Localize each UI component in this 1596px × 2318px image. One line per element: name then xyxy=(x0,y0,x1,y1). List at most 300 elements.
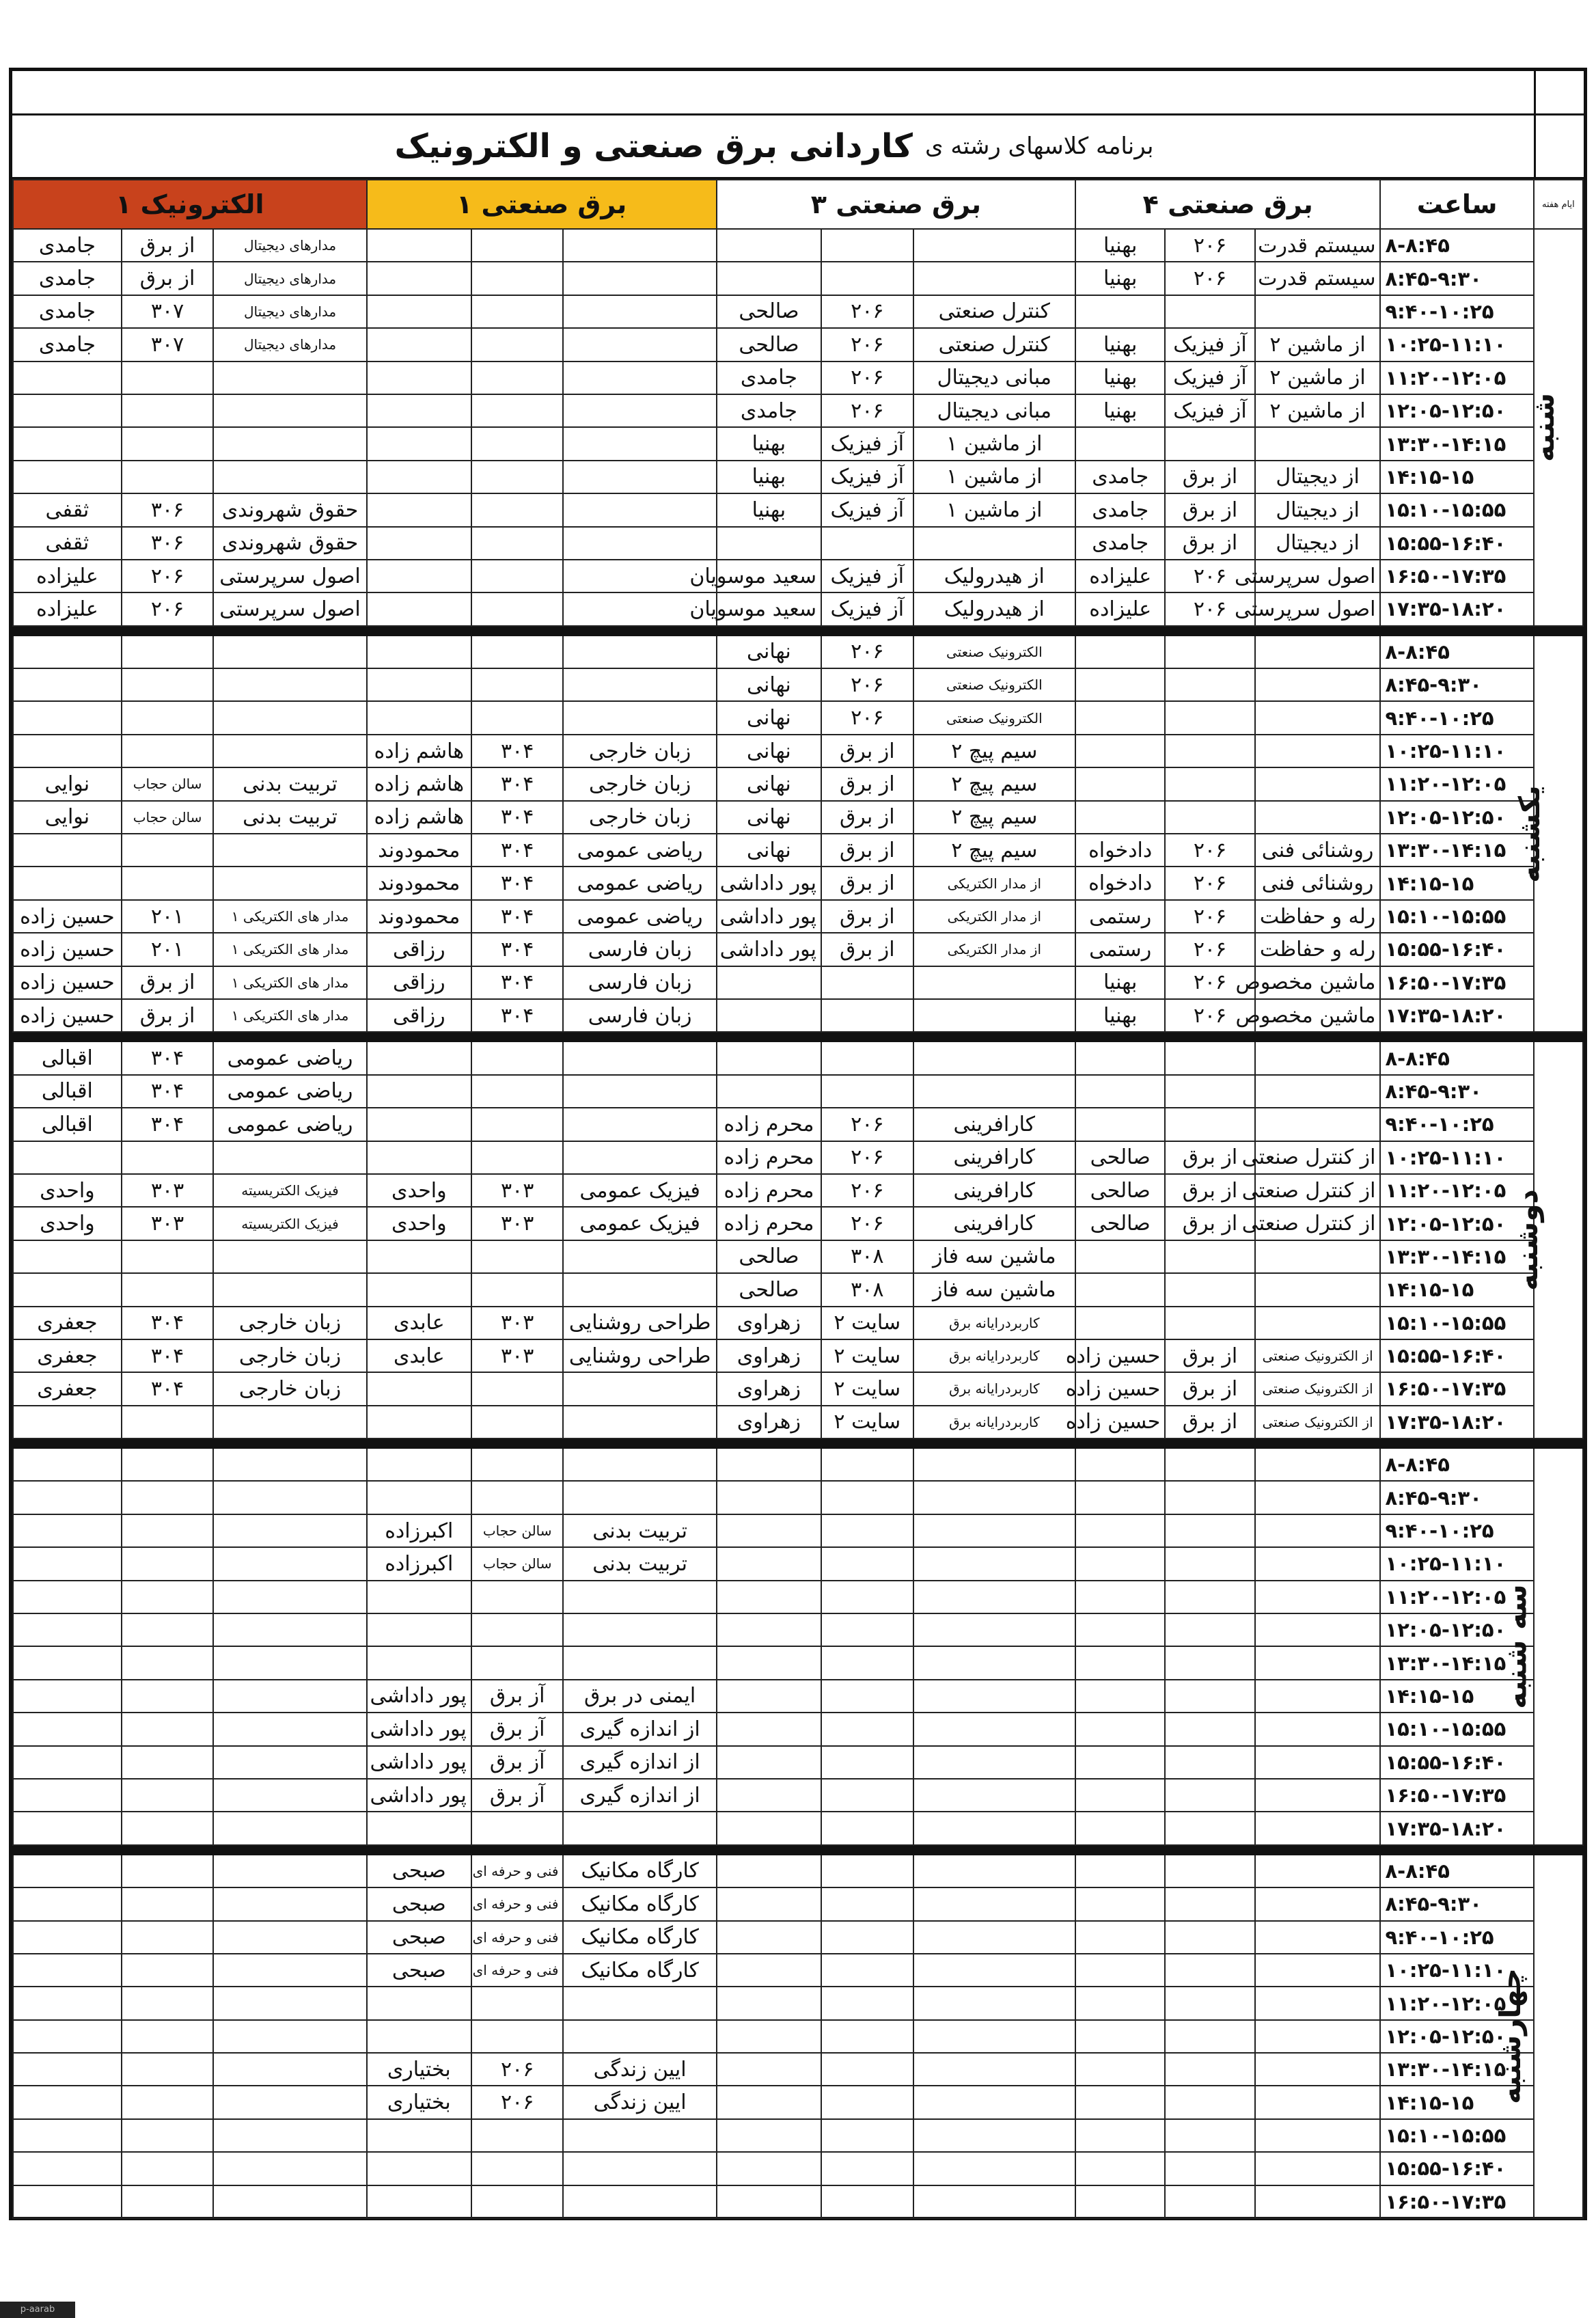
cell-i3-room: از برق xyxy=(821,867,913,899)
cell-i4-teacher xyxy=(1075,427,1165,460)
cell-i1-teacher: هاشم زاده xyxy=(367,801,471,834)
cell-i3-course xyxy=(913,1812,1075,1844)
cell-i3-room xyxy=(821,1855,913,1887)
cell-e1-room xyxy=(122,2185,214,2218)
cell-i3-teacher: زهراوی xyxy=(717,1406,821,1438)
cell-i4-room: ۲۰۶ xyxy=(1165,560,1254,592)
day-label xyxy=(1513,636,1583,1033)
table-row xyxy=(13,2020,1583,2053)
cell-i4-course xyxy=(1255,1680,1381,1713)
cell-e1-teacher xyxy=(13,636,122,668)
cell-e1-course xyxy=(213,1987,366,2019)
cell-i4-teacher xyxy=(1075,1307,1165,1339)
cell-e1-teacher: واحدی xyxy=(13,1207,122,1240)
cell-i4-course: از کنترل صنعتی xyxy=(1255,1141,1381,1174)
cell-i1-teacher: پور داداشی xyxy=(367,1779,471,1812)
cell-e1-course: فیزیک الکتریسیته xyxy=(213,1174,366,1207)
cell-i1-room xyxy=(471,362,564,394)
cell-i4-room xyxy=(1165,1075,1254,1108)
cell-e1-teacher: حسین زاده xyxy=(13,900,122,933)
cell-e1-course xyxy=(213,1887,366,1920)
cell-i4-room xyxy=(1165,1581,1254,1613)
cell-i1-teacher xyxy=(367,427,471,460)
cell-e1-teacher: جامدی xyxy=(13,295,122,328)
cell-i1-room: ۳۰۳ xyxy=(471,1339,564,1372)
cell-e1-teacher: واحدی xyxy=(13,1174,122,1207)
table-row xyxy=(13,427,1583,460)
cell-i1-course xyxy=(563,1141,716,1174)
cell-i4-course: اصول سرپرستی xyxy=(1255,560,1381,592)
cell-i3-teacher: محرم زاده xyxy=(717,1207,821,1240)
cell-e1-room xyxy=(122,1581,214,1613)
cell-i1-room xyxy=(471,1448,564,1481)
cell-i3-teacher: سعید موسویان xyxy=(717,592,821,625)
cell-i3-room: سایت ۲ xyxy=(821,1372,913,1405)
cell-i4-room xyxy=(1165,1481,1254,1514)
cell-e1-teacher: نوایی xyxy=(13,767,122,800)
cell-i4-course xyxy=(1255,1887,1381,1920)
cell-i3-room: آز فیزیک xyxy=(821,427,913,460)
table-row xyxy=(13,1108,1583,1141)
cell-i4-course: روشنائی فنی xyxy=(1255,834,1381,867)
cell-i4-teacher xyxy=(1075,801,1165,834)
cell-i4-room xyxy=(1165,801,1254,834)
cell-e1-room: ۲۰۱ xyxy=(122,900,214,933)
time-cell: ۱۶:۵۰-۱۷:۳۵ xyxy=(1380,560,1533,592)
cell-i3-teacher xyxy=(717,1547,821,1580)
cell-e1-course xyxy=(213,461,366,493)
cell-e1-room xyxy=(122,701,214,734)
cell-i1-course xyxy=(563,1075,716,1108)
cell-i1-teacher: بختیاری xyxy=(367,2086,471,2118)
cell-i4-room xyxy=(1165,1746,1254,1779)
day-separator xyxy=(13,626,1583,636)
cell-e1-teacher xyxy=(13,2152,122,2185)
cell-i1-teacher: پور داداشی xyxy=(367,1713,471,1745)
cell-i3-course: از مدار الکتریکی xyxy=(913,867,1075,899)
cell-i4-course: روشنائی فنی xyxy=(1255,867,1381,899)
time-cell: ۸-۸:۴۵ xyxy=(1380,1855,1533,1887)
day-label-text: چهارشنبه xyxy=(1493,1968,1527,2105)
time-cell: ۱۳:۳۰-۱۴:۱۵ xyxy=(1380,2053,1533,2086)
cell-e1-teacher xyxy=(13,1448,122,1481)
cell-i4-room xyxy=(1165,701,1254,734)
cell-i1-room: ۳۰۳ xyxy=(471,1174,564,1207)
cell-e1-teacher xyxy=(13,2086,122,2118)
cell-e1-teacher xyxy=(13,701,122,734)
header-row xyxy=(13,180,1583,229)
cell-i4-teacher xyxy=(1075,1547,1165,1580)
cell-i4-teacher xyxy=(1075,1514,1165,1547)
cell-e1-teacher xyxy=(13,1954,122,1987)
time-cell: ۱۲:۰۵-۱۲:۵۰ xyxy=(1380,801,1533,834)
cell-i4-room: ۲۰۶ xyxy=(1165,933,1254,966)
cell-i1-room xyxy=(471,1108,564,1141)
cell-e1-teacher: نوایی xyxy=(13,801,122,834)
cell-i3-teacher xyxy=(717,1041,821,1074)
cell-e1-teacher xyxy=(13,1613,122,1646)
cell-i3-teacher: بهنیا xyxy=(717,427,821,460)
table-row xyxy=(13,394,1583,427)
table-row xyxy=(13,1921,1583,1954)
cell-i1-room: ۳۰۳ xyxy=(471,1207,564,1240)
cell-i3-course: از هیدرولیک xyxy=(913,592,1075,625)
cell-i1-course: ریاضی عمومی xyxy=(563,834,716,867)
cell-i3-room xyxy=(821,1547,913,1580)
cell-i1-room: ۳۰۴ xyxy=(471,966,564,999)
cell-i1-room: آز برق xyxy=(471,1680,564,1713)
cell-i3-room xyxy=(821,1581,913,1613)
cell-e1-teacher xyxy=(13,1779,122,1812)
cell-i4-teacher: علیزاده xyxy=(1075,592,1165,625)
table-row xyxy=(13,1372,1583,1405)
cell-i3-course xyxy=(913,1680,1075,1713)
cell-i1-course xyxy=(563,461,716,493)
cell-i3-teacher xyxy=(717,2020,821,2053)
cell-i4-course xyxy=(1255,1646,1381,1679)
cell-i3-teacher xyxy=(717,1680,821,1713)
cell-i4-course: از ماشین ۲ xyxy=(1255,394,1381,427)
cell-i4-teacher xyxy=(1075,1921,1165,1954)
cell-i1-room xyxy=(471,2020,564,2053)
time-cell: ۸-۸:۴۵ xyxy=(1380,1448,1533,1481)
cell-i3-teacher: محرم زاده xyxy=(717,1141,821,1174)
cell-i1-course xyxy=(563,229,716,262)
cell-e1-room xyxy=(122,2053,214,2086)
cell-e1-room: از برق xyxy=(122,262,214,295)
cell-e1-course xyxy=(213,2053,366,2086)
time-cell: ۱۴:۱۵-۱۵ xyxy=(1380,1273,1533,1306)
cell-i1-teacher xyxy=(367,1581,471,1613)
cell-i3-teacher: صالحی xyxy=(717,328,821,361)
title-prefix: برنامه کلاسهای رشته ی xyxy=(924,133,1154,160)
cell-i3-teacher: محرم زاده xyxy=(717,1174,821,1207)
cell-e1-room: ۳۰۴ xyxy=(122,1041,214,1074)
cell-i3-teacher xyxy=(717,1812,821,1844)
cell-i3-room xyxy=(821,1041,913,1074)
cell-i4-room xyxy=(1165,1855,1254,1887)
cell-i4-room xyxy=(1165,2152,1254,2185)
cell-e1-course: تربیت بدنی xyxy=(213,801,366,834)
cell-i4-course: از الکترونیک صنعتی xyxy=(1255,1406,1381,1438)
cell-i3-teacher xyxy=(717,527,821,560)
cell-e1-course xyxy=(213,701,366,734)
cell-i1-teacher xyxy=(367,262,471,295)
table-row xyxy=(13,1680,1583,1713)
cell-i4-teacher: بهنیا xyxy=(1075,362,1165,394)
cell-e1-teacher xyxy=(13,461,122,493)
cell-i4-teacher: بهنیا xyxy=(1075,328,1165,361)
cell-i1-course: ایمنی در برق xyxy=(563,1680,716,1713)
cell-i3-course xyxy=(913,1041,1075,1074)
cell-i4-course: از ماشین ۲ xyxy=(1255,328,1381,361)
cell-i3-teacher: صالحی xyxy=(717,1273,821,1306)
table-row xyxy=(13,933,1583,966)
cell-e1-course: مدار های الکتریکی ۱ xyxy=(213,999,366,1032)
cell-i4-room xyxy=(1165,636,1254,668)
time-cell: ۱۷:۳۵-۱۸:۲۰ xyxy=(1380,1812,1533,1844)
cell-i1-room xyxy=(471,427,564,460)
cell-i4-course: اصول سرپرستی xyxy=(1255,592,1381,625)
cell-i3-room xyxy=(821,1713,913,1745)
time-cell: ۱۲:۰۵-۱۲:۵۰ xyxy=(1380,394,1533,427)
table-row xyxy=(13,328,1583,361)
cell-i3-course: کارافرینی xyxy=(913,1174,1075,1207)
cell-i3-teacher xyxy=(717,1855,821,1887)
cell-i4-room xyxy=(1165,1613,1254,1646)
cell-i3-course xyxy=(913,2119,1075,2152)
cell-e1-course: مدارهای دیجیتال xyxy=(213,328,366,361)
cell-i1-room xyxy=(471,1812,564,1844)
cell-i3-course: از مدار الکتریکی xyxy=(913,933,1075,966)
cell-e1-room xyxy=(122,427,214,460)
cell-i4-room: ۲۰۶ xyxy=(1165,834,1254,867)
cell-i1-teacher: واحدی xyxy=(367,1207,471,1240)
cell-i4-room xyxy=(1165,735,1254,767)
cell-e1-room xyxy=(122,2152,214,2185)
table-row xyxy=(13,2152,1583,2185)
cell-i3-room xyxy=(821,1921,913,1954)
cell-i1-teacher xyxy=(367,1273,471,1306)
cell-i4-course xyxy=(1255,427,1381,460)
cell-i3-teacher xyxy=(717,229,821,262)
cell-i4-teacher xyxy=(1075,1779,1165,1812)
cell-i1-teacher: رزاقی xyxy=(367,999,471,1032)
cell-i3-room: آز فیزیک xyxy=(821,560,913,592)
time-cell: ۹:۴۰-۱۰:۲۵ xyxy=(1380,1514,1533,1547)
cell-i1-teacher xyxy=(367,328,471,361)
time-cell: ۱۶:۵۰-۱۷:۳۵ xyxy=(1380,1779,1533,1812)
cell-i1-course xyxy=(563,1613,716,1646)
cell-i4-room xyxy=(1165,2053,1254,2086)
cell-i1-course: کارگاه مکانیک xyxy=(563,1954,716,1987)
cell-i1-room: ۲۰۶ xyxy=(471,2086,564,2118)
cell-e1-room xyxy=(122,1887,214,1920)
cell-e1-course xyxy=(213,834,366,867)
cell-e1-course: مدارهای دیجیتال xyxy=(213,229,366,262)
cell-e1-room: از برق xyxy=(122,999,214,1032)
cell-i4-teacher xyxy=(1075,1887,1165,1920)
cell-i1-course: تربیت بدنی xyxy=(563,1547,716,1580)
cell-i1-course xyxy=(563,1108,716,1141)
cell-i1-room xyxy=(471,560,564,592)
cell-i1-room: ۳۰۴ xyxy=(471,801,564,834)
cell-e1-room xyxy=(122,1921,214,1954)
cell-i1-room xyxy=(471,1273,564,1306)
table-row xyxy=(13,1987,1583,2019)
cell-i3-course: کنترل صنعتی xyxy=(913,328,1075,361)
cell-i4-room xyxy=(1165,2086,1254,2118)
cell-e1-course xyxy=(213,1547,366,1580)
cell-i3-course xyxy=(913,999,1075,1032)
table-row xyxy=(13,362,1583,394)
cell-i3-course xyxy=(913,1987,1075,2019)
time-cell: ۹:۴۰-۱۰:۲۵ xyxy=(1380,295,1533,328)
cell-i1-room xyxy=(471,1372,564,1405)
cell-e1-room xyxy=(122,461,214,493)
cell-i1-room: ۳۰۴ xyxy=(471,900,564,933)
time-cell: ۱۱:۲۰-۱۲:۰۵ xyxy=(1380,1987,1533,2019)
cell-i1-room xyxy=(471,295,564,328)
time-cell: ۱۰:۲۵-۱۱:۱۰ xyxy=(1380,1141,1533,1174)
table-row xyxy=(13,966,1583,999)
table-row xyxy=(13,1646,1583,1679)
cell-e1-room: ۳۰۴ xyxy=(122,1108,214,1141)
table-row xyxy=(13,801,1583,834)
cell-i3-course: از ماشین ۱ xyxy=(913,427,1075,460)
cell-i4-teacher xyxy=(1075,1240,1165,1273)
cell-e1-course: ریاضی عمومی xyxy=(213,1041,366,1074)
table-row xyxy=(13,1406,1583,1438)
cell-i4-room: ۲۰۶ xyxy=(1165,229,1254,262)
cell-i4-room xyxy=(1165,1812,1254,1844)
cell-i1-room: ۳۰۳ xyxy=(471,1307,564,1339)
cell-e1-room xyxy=(122,668,214,701)
cell-i4-room xyxy=(1165,427,1254,460)
cell-e1-room: ۳۰۳ xyxy=(122,1207,214,1240)
cell-i4-teacher: صالحی xyxy=(1075,1141,1165,1174)
cell-i1-teacher xyxy=(367,461,471,493)
cell-i3-course: کاربردرایانه برق xyxy=(913,1372,1075,1405)
cell-i4-teacher: حسین زاده xyxy=(1075,1339,1165,1372)
cell-i1-room: ۲۰۶ xyxy=(471,2053,564,2086)
cell-e1-course: فیزیک الکتریسیته xyxy=(213,1207,366,1240)
cell-i3-course: سیم پیچ ۲ xyxy=(913,735,1075,767)
cell-i3-course: ماشین سه فاز xyxy=(913,1273,1075,1306)
day-column-header: ایام هفته xyxy=(1534,180,1583,229)
table-row xyxy=(13,867,1583,899)
cell-i1-course xyxy=(563,362,716,394)
cell-e1-room xyxy=(122,1547,214,1580)
cell-i3-room: ۲۰۶ xyxy=(821,328,913,361)
cell-i4-course xyxy=(1255,1954,1381,1987)
cell-i3-teacher: جامدی xyxy=(717,362,821,394)
cell-i3-teacher xyxy=(717,1746,821,1779)
cell-e1-teacher xyxy=(13,867,122,899)
cell-i1-teacher xyxy=(367,1141,471,1174)
day-label xyxy=(1511,1041,1583,1438)
cell-i3-course xyxy=(913,1448,1075,1481)
cell-i4-teacher xyxy=(1075,295,1165,328)
cell-i3-teacher: بهنیا xyxy=(717,461,821,493)
table-row xyxy=(13,668,1583,701)
table-row xyxy=(13,1581,1583,1613)
table-row xyxy=(13,2086,1583,2118)
table-row xyxy=(13,834,1583,867)
cell-e1-room: ۳۰۴ xyxy=(122,1075,214,1108)
cell-i4-room xyxy=(1165,1713,1254,1745)
cell-i1-room xyxy=(471,668,564,701)
cell-i3-room xyxy=(821,2086,913,2118)
cell-i3-teacher xyxy=(717,1887,821,1920)
cell-i3-course xyxy=(913,1613,1075,1646)
cell-e1-course xyxy=(213,1448,366,1481)
cell-i1-room: سالن حجاب xyxy=(471,1547,564,1580)
cell-e1-teacher: ثقفی xyxy=(13,493,122,526)
cell-i4-room: ۲۰۶ xyxy=(1165,900,1254,933)
cell-i1-course: فیزیک عمومی xyxy=(563,1174,716,1207)
time-cell: ۱۶:۵۰-۱۷:۳۵ xyxy=(1380,966,1533,999)
cell-i3-room: از برق xyxy=(821,801,913,834)
cell-i4-teacher: دادخواه xyxy=(1075,867,1165,899)
cell-i3-room xyxy=(821,1954,913,1987)
time-cell: ۸-۸:۴۵ xyxy=(1380,1041,1533,1074)
cell-i1-room xyxy=(471,2152,564,2185)
cell-e1-course xyxy=(213,867,366,899)
cell-e1-room xyxy=(122,1713,214,1745)
cell-i1-room xyxy=(471,527,564,560)
cell-e1-course xyxy=(213,1406,366,1438)
cell-i4-teacher xyxy=(1075,2086,1165,2118)
cell-i4-room: ۲۰۶ xyxy=(1165,966,1254,999)
table-row xyxy=(13,1514,1583,1547)
cell-i4-course xyxy=(1255,701,1381,734)
cell-i3-room xyxy=(821,999,913,1032)
cell-i3-course: الکترونیک صنعتی xyxy=(913,636,1075,668)
cell-i4-teacher: حسین زاده xyxy=(1075,1372,1165,1405)
cell-e1-teacher: جعفری xyxy=(13,1372,122,1405)
cell-e1-teacher: علیزاده xyxy=(13,560,122,592)
cell-i4-course xyxy=(1255,2053,1381,2086)
cell-e1-course: مدار های الکتریکی ۱ xyxy=(213,966,366,999)
cell-i3-teacher xyxy=(717,2053,821,2086)
cell-i4-course xyxy=(1255,1581,1381,1613)
day-label xyxy=(1499,1448,1583,1845)
cell-e1-teacher: جامدی xyxy=(13,229,122,262)
cell-i1-teacher: صبحی xyxy=(367,1855,471,1887)
cell-i1-teacher xyxy=(367,229,471,262)
cell-e1-teacher: اقبالی xyxy=(13,1041,122,1074)
cell-i1-room: آز برق xyxy=(471,1746,564,1779)
time-cell: ۹:۴۰-۱۰:۲۵ xyxy=(1380,1921,1533,1954)
cell-i1-course: کارگاه مکانیک xyxy=(563,1921,716,1954)
cell-e1-course: ریاضی عمومی xyxy=(213,1075,366,1108)
time-cell: ۸-۸:۴۵ xyxy=(1380,229,1533,262)
cell-e1-course xyxy=(213,2185,366,2218)
cell-i4-room: آز فیزیک xyxy=(1165,362,1254,394)
cell-i3-course xyxy=(913,527,1075,560)
cell-i4-room xyxy=(1165,2119,1254,2152)
cell-i1-course: کارگاه مکانیک xyxy=(563,1887,716,1920)
cell-i3-teacher: نهانی xyxy=(717,636,821,668)
cell-i1-teacher: محمودوند xyxy=(367,900,471,933)
cell-i4-room xyxy=(1165,2020,1254,2053)
cell-i1-teacher: محمودوند xyxy=(367,867,471,899)
cell-i1-teacher xyxy=(367,2020,471,2053)
cell-i4-room xyxy=(1165,668,1254,701)
title-row xyxy=(12,115,1584,179)
cell-i3-room: سایت ۲ xyxy=(821,1339,913,1372)
cell-e1-course xyxy=(213,2119,366,2152)
cell-i1-room: فنی و حرفه ای xyxy=(471,1855,564,1887)
cell-i1-room: ۳۰۴ xyxy=(471,767,564,800)
cell-i4-course xyxy=(1255,801,1381,834)
time-cell: ۹:۴۰-۱۰:۲۵ xyxy=(1380,701,1533,734)
cell-i4-teacher: علیزاده xyxy=(1075,560,1165,592)
cell-i3-course: سیم پیچ ۲ xyxy=(913,834,1075,867)
cell-i3-room: از برق xyxy=(821,834,913,867)
cell-i1-course xyxy=(563,1581,716,1613)
cell-i3-teacher: صالحی xyxy=(717,1240,821,1273)
cell-i4-room: ۲۰۶ xyxy=(1165,867,1254,899)
cell-i3-course xyxy=(913,1514,1075,1547)
cell-i1-course: ایین زندگی xyxy=(563,2053,716,2086)
time-cell: ۱۷:۳۵-۱۸:۲۰ xyxy=(1380,999,1533,1032)
table-row xyxy=(13,1041,1583,1074)
cell-i1-teacher: بختیاری xyxy=(367,2053,471,2086)
cell-i3-teacher xyxy=(717,1075,821,1108)
cell-i4-room xyxy=(1165,1448,1254,1481)
